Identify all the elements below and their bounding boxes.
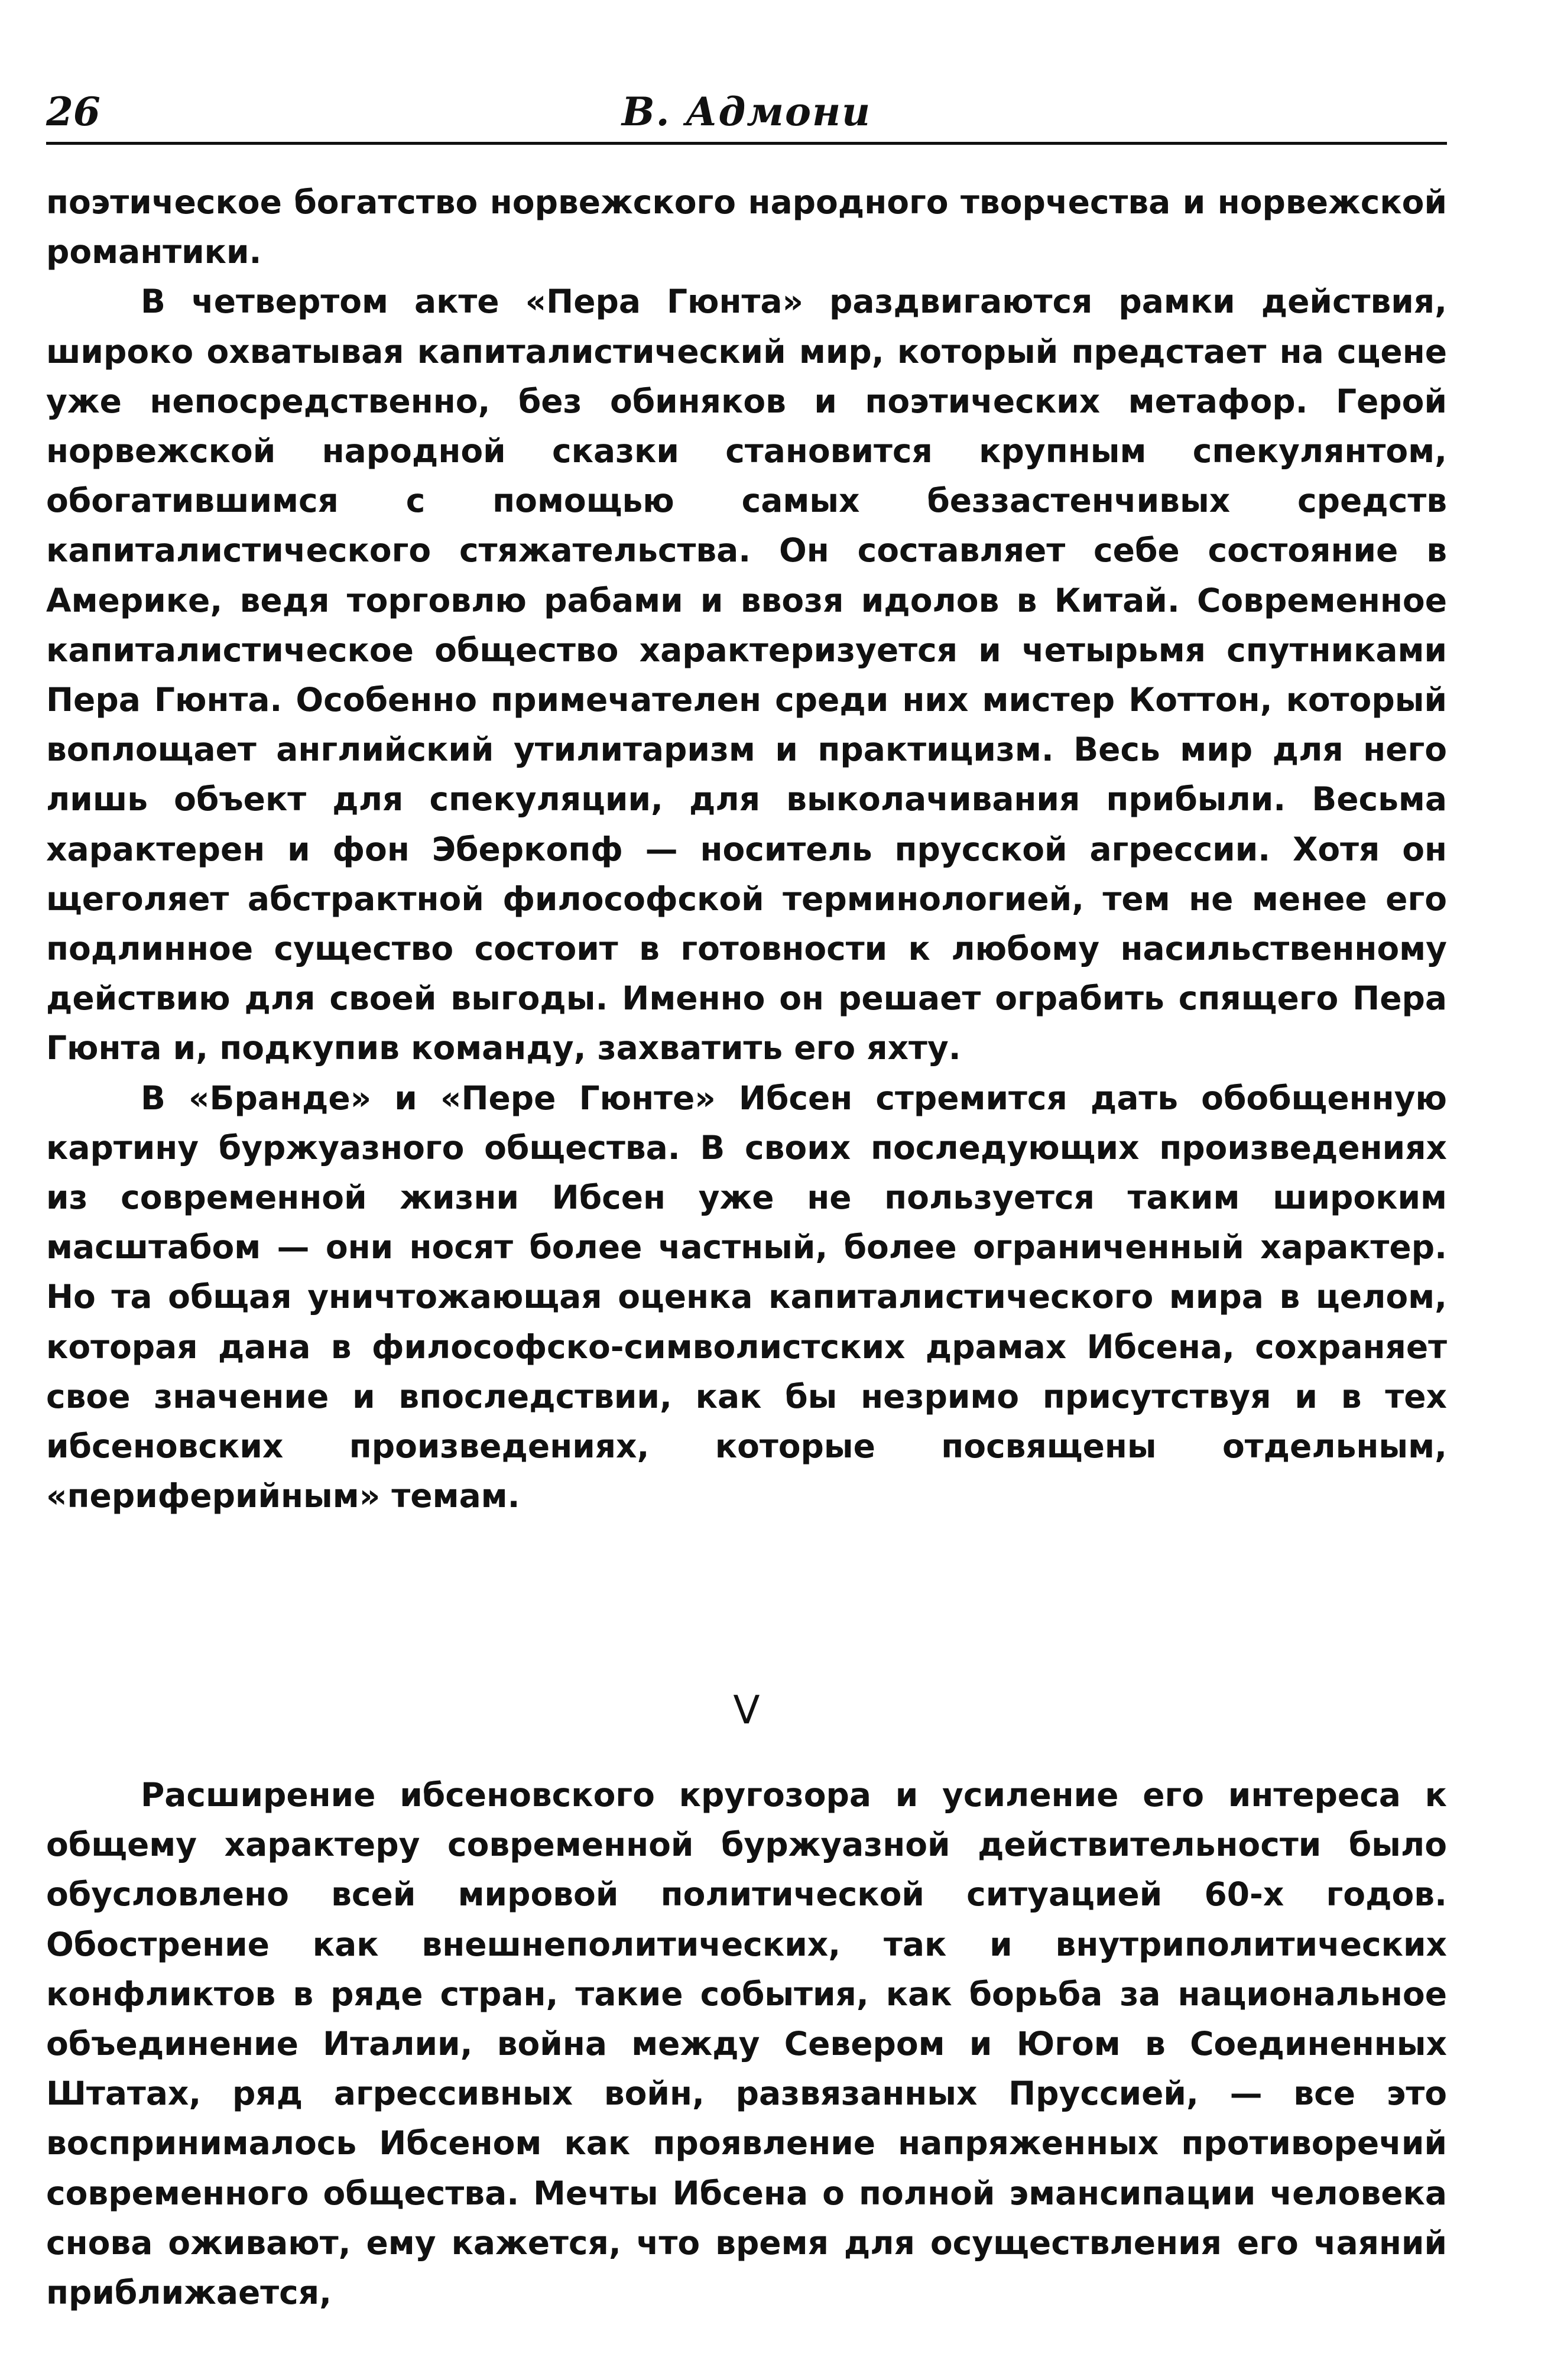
page-number: 26 (46, 89, 100, 135)
header-rule (46, 142, 1447, 145)
section-heading: V (733, 1687, 760, 1733)
paragraph-continued: поэтическое богатство норвежского народного творчества и норвежской романтики. (46, 183, 1447, 271)
paragraph-brand-peer-gynt: В «Бранде» и «Пере Гюнте» Ибсен стремится дать обобщенную картину буржуазного общества. В своих последующих произведениях из современной жизни Ибсен уже не пользуется таким широким масштабом — они носят более частный, более ограниченный характер. Но та общая уничтожающая оценка капиталистического мира в целом, которая дана в философско-символистских драмах Ибсена, сохраняет свое значение и впоследствии, как бы незримо присутствуя и в тех ибсеновских произведениях, которые посвящены отдельным, «периферийным» темам. (46, 1079, 1447, 1515)
section-text (46, 1770, 1447, 2317)
running-head (46, 89, 1447, 142)
main-text (46, 177, 1447, 1521)
paragraph-peer-gynt-act-four: В четвертом акте «Пера Гюнта» раздвигаются рамки действия, широко охватывая капиталистический мир, который предстает на сцене уже непосредственно, без обиняков и поэтических метафор. Герой норвежской народной сказки становится крупным спекулянтом, обогатившимся с помощью самых беззастенчивых средств капиталистического стяжательства. Он составляет себе состояние в Америке, ведя торговлю рабами и ввозя идолов в Китай. Современное капиталистическое общество характеризуется и четырьмя спутниками Пера Гюнта. Особенно примечателен среди них мистер Коттон, который воплощает английский утилитаризм и практицизм. Весь мир для него лишь объект для спекуляции, для выколачивания прибыли. Весьма характерен и фон Эберкопф — носитель прусской агрессии. Хотя он щеголяет абстрактной философской терминологией, тем не менее его подлинное существо состоит в готовности к любому насильственному действию для своей выгоды. Именно он решает ограбить спящего Пера Гюнта и, подкупив команду, захватить его яхту. (46, 283, 1447, 1067)
paragraph-section-five: Расширение ибсеновского кругозора и усиление его интереса к общему характеру современной буржуазной действительности было обусловлено всей мировой политической ситуацией 60-х годов. Обострение как внешнеполитических, так и внутриполитических конфликтов в ряде стран, такие события, как борьба за национальное объединение Италии, война между Севером и Югом в Соединенных Штатах, ряд агрессивных войн, развязанных Пруссией, — все это воспринималось Ибсеном как проявление напряженных противоречий современного общества. Мечты Ибсена о полной эмансипации человека снова оживают, ему кажется, что время для осуществления его чаяний приближается, (46, 1776, 1447, 2312)
running-head-author: В. Адмони (621, 89, 872, 135)
